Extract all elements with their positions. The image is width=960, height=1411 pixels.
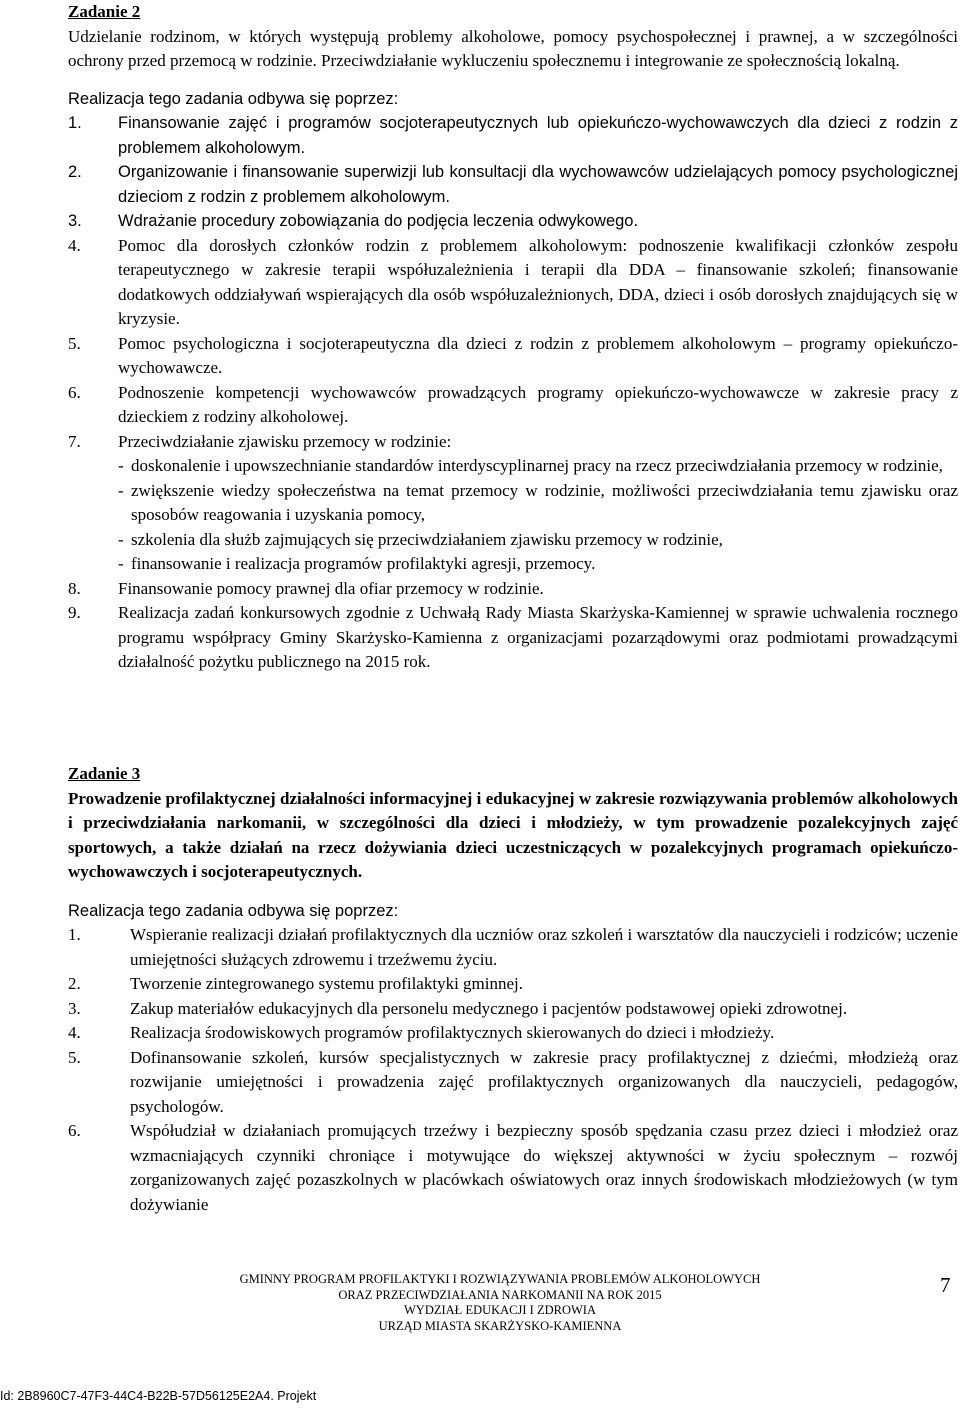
list-item: 6. Współudział w działaniach promujących trzeźwy i bezpieczny sposób spędzania czasu przez dzieci i młodzież oraz wzmacniających czynniki chroniące i motywujące do większej aktywności w życiu społecznym – rozwój zorganizowanych zajęć pozaszkolnych w placówkach oświatowych oraz innych środowiskach młodzieżowych (w tym dożywianie xyxy=(68,1121,958,1214)
list-item: 3. Wdrażanie procedury zobowiązania do podjęcia leczenia odwykowego. xyxy=(68,212,639,230)
task-2-section xyxy=(68,0,958,675)
task-2-list xyxy=(68,111,958,234)
list-item: 6. Podnoszenie kompetencji wychowawców prowadzących programy opiekuńczo-wychowawcze w zakresie pracy z dzieckiem z rodziny alkoholowej. xyxy=(68,382,958,426)
footer-line: WYDZIAŁ EDUKACJI I ZDROWIA xyxy=(404,1303,596,1317)
task-3-heading: Zadanie 3 xyxy=(68,764,141,783)
footer-line: URZĄD MIASTA SKARŻYSKO-KAMIENNA xyxy=(378,1318,622,1333)
list-item: 4. Pomoc dla dorosłych członków rodzin z problemem alkoholowym: podnoszenie kwalifikacji członków zespołu terapeutycznego w zakresie terapii współuzależnienia i terapii dla DDA – finansowanie szkoleń; finansowanie dodatkowych oddziaływań wspierających dla osób współuzależnionych, DDA, dzieci i osób dorosłych znajdujących się w kryzysie. xyxy=(68,235,958,328)
task-3-intro: Realizacja tego zadania odbywa się poprzez: xyxy=(68,901,399,920)
task-2-intro: Realizacja tego zadania odbywa się poprzez: xyxy=(68,89,399,108)
list-item: 5. Dofinansowanie szkoleń, kursów specjalistycznych w zakresie pracy profilaktycznej z dziećmi, młodzieżą oraz rozwijanie umiejętności i prowadzenia zajęć profilaktycznych organizowanych dla nauczycieli, pedagogów, psychologów. xyxy=(68,1047,958,1116)
list-item: 2. Organizowanie i finansowanie superwizji lub konsultacji dla wychowawców udzielających pomocy psychologicznej dzieciom z rodzin z problemem alkoholowym. xyxy=(68,163,958,206)
task-3-list xyxy=(68,923,958,1217)
task-2-sublist xyxy=(68,454,958,577)
list-item: 5. Pomoc psychologiczna i socjoterapeutyczna dla dzieci z rodzin z problemem alkoholowym – programy opiekuńczo-wychowawcze. xyxy=(68,333,958,377)
sublist-item: - finansowanie i realizacja programów profilaktyki agresji, przemocy. xyxy=(118,554,596,573)
page-number: 7 xyxy=(940,1273,951,1297)
task-2-title: Udzielanie rodzinom, w których występują problemy alkoholowe, pomocy psychospołecznej i prawnej, a w szczególności ochrony przed przemocą w rodzinie. Przeciwdziałanie wykluczeniu społecznemu i integrowanie ze społecznością lokalną. xyxy=(68,26,958,70)
sublist-item: - zwiększenie wiedzy społeczeństwa na temat przemocy w rodzinie, możliwości przeciwdziałania temu zjawisku oraz sposobów reagowania i uzyskania pomocy, xyxy=(118,480,958,524)
sublist-item: - doskonalenie i upowszechnianie standardów interdyscyplinarnej pracy na rzecz przeciwdziałania przemocy w rodzinie, xyxy=(118,456,943,475)
list-item: 1. Wspieranie realizacji działań profilaktycznych dla uczniów oraz szkoleń i warsztatów dla nauczycieli i rodziców; uczenie umiejętności służących zdrowemu i trzeźwemu życiu. xyxy=(68,925,958,969)
task-3-title: Prowadzenie profilaktycznej działalności informacyjnej i edukacyjnej w zakresie rozwiązywania problemów alkoholowych i przeciwdziałania narkomanii, w szczególności dla dzieci i młodzieży, w tym prowadzenie pozalekcyjnych zajęć sportowych, a także działań na rzecz dożywiania dzieci uczestniczących w pozalekcyjnych programach opiekuńczo-wychowawczych i socjoterapeutycznych. xyxy=(68,788,958,881)
task-2-list-cont xyxy=(68,234,958,675)
list-item: 9. Realizacja zadań konkursowych zgodnie z Uchwałą Rady Miasta Skarżyska-Kamiennej w sprawie uchwalenia rocznego programu współpracy Gminy Skarżysko-Kamienna z organizacjami pozarządowymi oraz podmiotami prowadzącymi działalność pożytku publicznego na 2015 rok. xyxy=(68,603,958,671)
list-item: 3. Zakup materiałów edukacyjnych dla personelu medycznego i pacjentów podstawowej opieki zdrowotnej. xyxy=(68,998,848,1018)
document-id: Id: 2B8960C7-47F3-44C4-B22B-57D56125E2A4. Projekt xyxy=(0,1389,317,1403)
task-2-heading: Zadanie 2 xyxy=(68,2,141,21)
footer-line: GMINNY PROGRAM PROFILAKTYKI I ROZWIĄZYWANIA PROBLEMÓW ALKOHOLOWYCH xyxy=(239,1272,761,1286)
list-item: 1. Finansowanie zajęć i programów socjoterapeutycznych lub opiekuńczo-wychowawczych dla dzieci z rodzin z problemem alkoholowym. xyxy=(68,114,958,157)
list-item: 8. Finansowanie pomocy prawnej dla ofiar przemocy w rodzinie. xyxy=(68,578,544,598)
list-item: 4. Realizacja środowiskowych programów profilaktycznych skierowanych do dzieci i młodzieży. xyxy=(68,1023,775,1042)
list-item: 7. Przeciwdziałanie zjawisku przemocy w rodzinie: xyxy=(68,431,452,451)
task-3-section xyxy=(68,762,958,1217)
footer-line: ORAZ PRZECIWDZIAŁANIA NARKOMANII NA ROK 2015 xyxy=(338,1287,662,1302)
list-item: 2. Tworzenie zintegrowanego systemu profilaktyki gminnej. xyxy=(68,974,524,993)
page-footer xyxy=(180,1272,820,1334)
sublist-item: - szkolenia dla służb zajmujących się przeciwdziałaniem zjawisku przemocy w rodzinie, xyxy=(118,529,723,549)
